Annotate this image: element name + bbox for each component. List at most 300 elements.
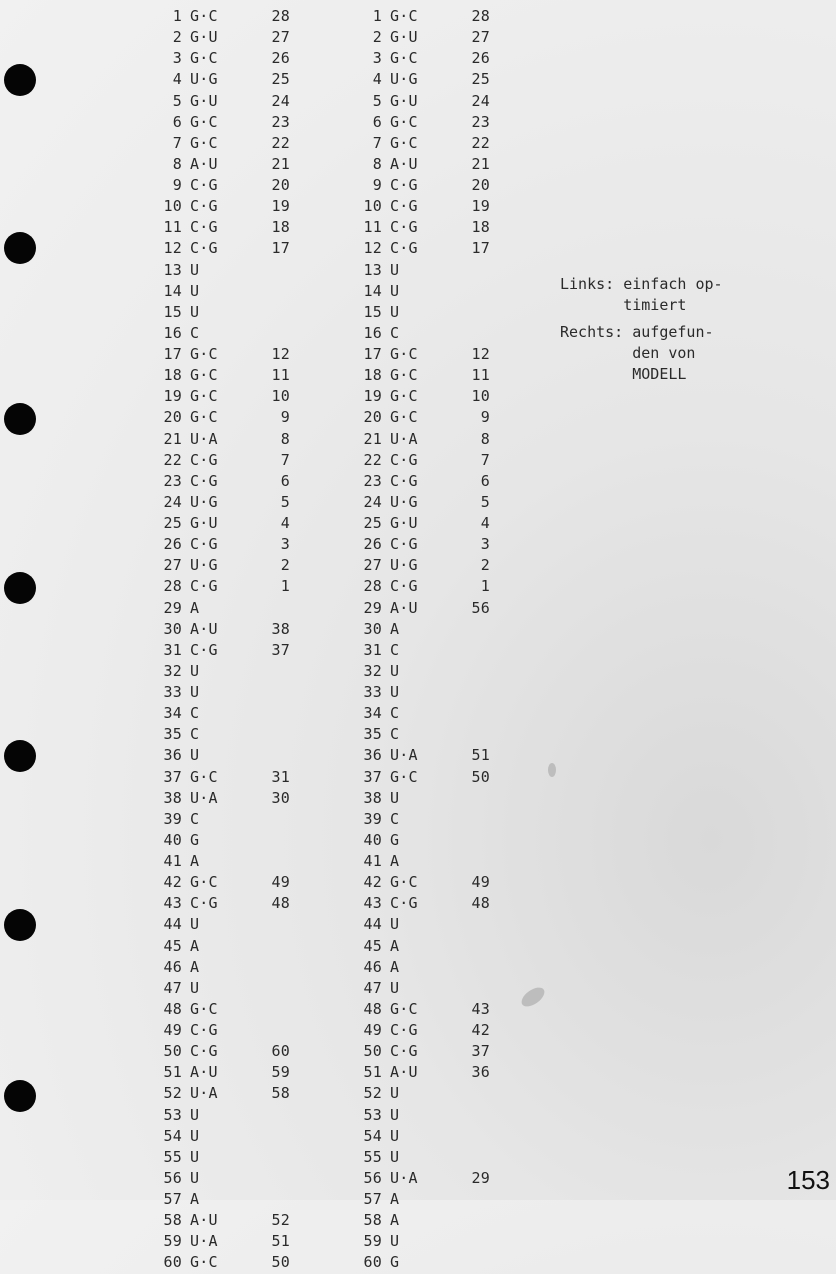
position-number: 32: [363, 661, 382, 680]
pairing-row: [350, 851, 490, 872]
partner-position: 23: [271, 112, 290, 131]
binder-hole: [4, 740, 36, 772]
base-pair: G·C: [190, 49, 218, 68]
pairing-row: [150, 576, 290, 597]
pairing-row: [350, 471, 490, 492]
partner-position: 5: [280, 492, 290, 511]
pairing-row: [150, 513, 290, 534]
base-pair: C·G: [190, 197, 218, 216]
pairing-row: [350, 1062, 490, 1083]
pairing-row: [150, 69, 290, 90]
pairing-row: [350, 1041, 490, 1062]
position-number: 13: [163, 260, 182, 279]
pairing-row: [350, 957, 490, 978]
base-pair: U·A: [190, 429, 218, 448]
position-number: 36: [163, 746, 182, 765]
base-pair: G·C: [190, 366, 218, 385]
partner-position: 17: [271, 239, 290, 258]
base-pair: G: [190, 830, 200, 849]
base-pair: G·C: [190, 999, 218, 1018]
base-pair: G·C: [190, 112, 218, 131]
paper-speck: [518, 984, 547, 1010]
pairing-row: [350, 703, 490, 724]
legend-note: [560, 274, 723, 385]
pairing-row: [350, 91, 490, 112]
base-pair: U: [390, 1147, 400, 1166]
base-pair: U: [190, 915, 200, 934]
position-number: 27: [363, 556, 382, 575]
base-pair: G·C: [390, 366, 418, 385]
position-number: 53: [163, 1105, 182, 1124]
partner-position: 1: [480, 577, 490, 596]
base-pair: U: [390, 281, 400, 300]
pairing-row: [350, 619, 490, 640]
base-pair: U: [190, 661, 200, 680]
position-number: 39: [363, 809, 382, 828]
base-pair: U: [390, 260, 400, 279]
pairing-row: [150, 91, 290, 112]
partner-position: 9: [480, 408, 490, 427]
partner-position: 58: [271, 1084, 290, 1103]
pairing-row: [150, 788, 290, 809]
partner-position: 20: [271, 176, 290, 194]
base-pair: C·G: [390, 176, 418, 194]
pairing-row: [350, 323, 490, 344]
position-number: 24: [363, 492, 382, 511]
pairing-row: [350, 1252, 490, 1273]
pairing-row: [150, 682, 290, 703]
pairing-row: [150, 1083, 290, 1104]
base-pair: C: [190, 323, 200, 342]
pairing-row: [350, 1020, 490, 1041]
base-pair: C: [390, 323, 400, 342]
position-number: 34: [363, 704, 382, 723]
position-number: 53: [363, 1105, 382, 1124]
position-number: 30: [163, 619, 182, 638]
position-number: 60: [363, 1253, 382, 1272]
pairing-row: [150, 957, 290, 978]
position-number: 17: [163, 345, 182, 363]
base-pair: G·C: [190, 7, 218, 25]
pairing-row: [350, 661, 490, 682]
partner-position: 50: [271, 1253, 290, 1272]
pairing-row: [150, 217, 290, 238]
pairing-row: [350, 407, 490, 428]
partner-position: 4: [280, 514, 290, 532]
partner-position: 10: [271, 387, 290, 406]
base-pair: G·C: [390, 49, 418, 68]
position-number: 20: [163, 408, 182, 427]
position-number: 32: [163, 661, 182, 680]
base-pair: C·G: [190, 176, 218, 194]
pairing-row: [150, 281, 290, 302]
base-pair: A·U: [390, 598, 418, 617]
pairing-row: [350, 260, 490, 281]
base-pair: G·C: [390, 873, 418, 892]
pairing-row: [350, 1083, 490, 1104]
pairing-row: [350, 133, 490, 154]
position-number: 30: [363, 619, 382, 638]
position-number: 2: [372, 28, 382, 47]
base-pair: U: [390, 1126, 400, 1145]
position-number: 42: [163, 873, 182, 892]
base-pair: C·G: [390, 1021, 418, 1039]
position-number: 7: [372, 133, 382, 152]
pairing-row: [350, 745, 490, 766]
partner-position: 7: [280, 450, 290, 469]
base-pair: A·U: [190, 1063, 218, 1082]
position-number: 28: [363, 577, 382, 596]
pairing-row: [350, 576, 490, 597]
position-number: 44: [163, 915, 182, 934]
position-number: 24: [163, 492, 182, 511]
pairing-row: [350, 344, 490, 365]
position-number: 4: [172, 70, 182, 89]
position-number: 6: [372, 112, 382, 131]
pairing-row: [350, 48, 490, 69]
pairing-row: [350, 1231, 490, 1252]
position-number: 12: [163, 239, 182, 258]
position-number: 26: [363, 535, 382, 554]
base-pair: A: [190, 1190, 200, 1208]
base-pair: C·G: [390, 218, 418, 237]
position-number: 22: [363, 450, 382, 469]
base-pair: C·G: [390, 450, 418, 469]
partner-position: 17: [471, 239, 490, 258]
pairing-row: [350, 936, 490, 957]
base-pair: A: [190, 852, 200, 870]
pairing-row: [150, 809, 290, 830]
position-number: 46: [363, 957, 382, 976]
position-number: 37: [163, 767, 182, 786]
pairing-row: [350, 598, 490, 619]
partner-position: 3: [280, 535, 290, 554]
pairing-row: [150, 893, 290, 914]
position-number: 10: [363, 197, 382, 216]
base-pair: A: [390, 1211, 400, 1230]
base-pair: A: [390, 852, 400, 870]
pairing-row: [150, 1105, 290, 1126]
position-number: 5: [172, 91, 182, 110]
position-number: 18: [163, 366, 182, 385]
pairing-row: [350, 302, 490, 323]
base-pair: U: [190, 746, 200, 765]
pairing-row: [150, 619, 290, 640]
base-pair: U·A: [390, 429, 418, 448]
position-number: 57: [363, 1190, 382, 1208]
partner-position: 56: [471, 598, 490, 617]
pairing-row: [150, 344, 290, 365]
base-pair: U: [190, 683, 200, 701]
base-pair: G·C: [190, 387, 218, 406]
binder-hole: [4, 909, 36, 941]
position-number: 43: [163, 894, 182, 913]
right-pairing-column: [350, 6, 490, 1274]
base-pair: U·G: [390, 556, 418, 575]
position-number: 31: [163, 640, 182, 659]
base-pair: A·U: [190, 154, 218, 173]
pairing-row: [150, 386, 290, 407]
partner-position: 49: [271, 873, 290, 892]
base-pair: C: [390, 809, 400, 828]
note-links-line1: Links: einfach op-: [560, 275, 723, 293]
base-pair: G·C: [390, 133, 418, 152]
base-pair: U: [390, 1084, 400, 1103]
position-number: 2: [172, 28, 182, 47]
pairing-row: [150, 471, 290, 492]
base-pair: C: [390, 704, 400, 723]
pairing-row: [150, 48, 290, 69]
position-number: 35: [363, 725, 382, 744]
position-number: 57: [163, 1190, 182, 1208]
position-number: 26: [163, 535, 182, 554]
position-number: 6: [172, 112, 182, 131]
pairing-row: [350, 6, 490, 27]
base-pair: G·U: [390, 28, 418, 47]
position-number: 36: [363, 746, 382, 765]
position-number: 13: [363, 260, 382, 279]
position-number: 43: [363, 894, 382, 913]
note-rechts-line2: den von: [560, 344, 696, 362]
pairing-row: [350, 999, 490, 1020]
partner-position: 43: [471, 999, 490, 1018]
base-pair: G·C: [390, 767, 418, 786]
pairing-row: [350, 682, 490, 703]
pairing-row: [150, 1252, 290, 1273]
partner-position: 29: [471, 1168, 490, 1187]
base-pair: U: [190, 978, 200, 997]
position-number: 28: [163, 577, 182, 596]
partner-position: 31: [271, 767, 290, 786]
pairing-row: [150, 429, 290, 450]
partner-position: 1: [280, 577, 290, 596]
base-pair: G·C: [190, 1253, 218, 1272]
base-pair: C: [390, 640, 400, 659]
position-number: 49: [163, 1021, 182, 1039]
base-pair: A: [390, 936, 400, 955]
pairing-row: [350, 1126, 490, 1147]
base-pair: C·G: [190, 577, 218, 596]
position-number: 54: [163, 1126, 182, 1145]
position-number: 47: [163, 978, 182, 997]
position-number: 46: [163, 957, 182, 976]
position-number: 48: [163, 999, 182, 1018]
base-pair: G·C: [390, 112, 418, 131]
position-number: 8: [372, 154, 382, 173]
pairing-row: [350, 893, 490, 914]
position-number: 21: [163, 429, 182, 448]
partner-position: 60: [271, 1042, 290, 1061]
base-pair: U·G: [390, 70, 418, 89]
pairing-row: [350, 788, 490, 809]
base-pair: U·G: [190, 492, 218, 511]
base-pair: G·C: [190, 408, 218, 427]
partner-position: 9: [280, 408, 290, 427]
partner-position: 27: [471, 28, 490, 47]
pairing-row: [150, 999, 290, 1020]
position-number: 44: [363, 915, 382, 934]
partner-position: 36: [471, 1063, 490, 1082]
pairing-row: [150, 1020, 290, 1041]
pairing-row: [350, 238, 490, 259]
position-number: 60: [163, 1253, 182, 1272]
pairing-row: [350, 534, 490, 555]
base-pair: C·G: [190, 535, 218, 554]
pairing-row: [350, 492, 490, 513]
pairing-row: [150, 640, 290, 661]
binder-hole: [4, 1080, 36, 1112]
pairing-row: [150, 133, 290, 154]
position-number: 35: [163, 725, 182, 744]
partner-position: 26: [271, 49, 290, 68]
pairing-row: [350, 1210, 490, 1231]
partner-position: 12: [471, 345, 490, 363]
position-number: 9: [372, 176, 382, 194]
pairing-row: [150, 703, 290, 724]
base-pair: U·A: [190, 1084, 218, 1103]
base-pair: U: [190, 1147, 200, 1166]
pairing-row: [350, 196, 490, 217]
base-pair: A: [190, 598, 200, 617]
partner-position: 8: [480, 429, 490, 448]
position-number: 58: [363, 1211, 382, 1230]
pairing-row: [150, 914, 290, 935]
partner-position: 21: [271, 154, 290, 173]
partner-position: 6: [280, 471, 290, 490]
position-number: 27: [163, 556, 182, 575]
position-number: 14: [163, 281, 182, 300]
partner-position: 51: [471, 746, 490, 765]
pairing-row: [350, 27, 490, 48]
partner-position: 49: [471, 873, 490, 892]
pairing-row: [350, 1105, 490, 1126]
partner-position: 18: [471, 218, 490, 237]
pairing-row: [150, 6, 290, 27]
pairing-row: [350, 767, 490, 788]
position-number: 3: [372, 49, 382, 68]
base-pair: U: [190, 260, 200, 279]
position-number: 19: [163, 387, 182, 406]
base-pair: C·G: [190, 218, 218, 237]
position-number: 1: [172, 7, 182, 25]
position-number: 16: [363, 323, 382, 342]
binder-hole: [4, 572, 36, 604]
partner-position: 48: [271, 894, 290, 913]
pairing-row: [150, 407, 290, 428]
pairing-row: [350, 830, 490, 851]
pairing-row: [150, 1062, 290, 1083]
partner-position: 52: [271, 1211, 290, 1230]
partner-position: 42: [471, 1021, 490, 1039]
partner-position: 12: [271, 345, 290, 363]
pairing-row: [150, 936, 290, 957]
position-number: 52: [163, 1084, 182, 1103]
position-number: 54: [363, 1126, 382, 1145]
base-pair: G·C: [190, 345, 218, 363]
partner-position: 11: [471, 366, 490, 385]
base-pair: C·G: [390, 535, 418, 554]
pairing-row: [150, 724, 290, 745]
position-number: 17: [363, 345, 382, 363]
base-pair: G·C: [190, 767, 218, 786]
pairing-row: [150, 302, 290, 323]
base-pair: G·C: [390, 408, 418, 427]
position-number: 25: [163, 514, 182, 532]
position-number: 55: [163, 1147, 182, 1166]
pairing-row: [350, 386, 490, 407]
partner-position: 59: [271, 1063, 290, 1082]
position-number: 40: [363, 830, 382, 849]
base-pair: A·U: [390, 1063, 418, 1082]
position-number: 41: [363, 852, 382, 870]
position-number: 15: [363, 302, 382, 321]
position-number: 7: [172, 133, 182, 152]
position-number: 55: [363, 1147, 382, 1166]
position-number: 21: [363, 429, 382, 448]
pairing-row: [350, 809, 490, 830]
pairing-row: [150, 323, 290, 344]
position-number: 33: [163, 683, 182, 701]
base-pair: U: [190, 281, 200, 300]
pairing-row: [350, 914, 490, 935]
pairing-row: [150, 978, 290, 999]
pairing-row: [350, 872, 490, 893]
position-number: 51: [363, 1063, 382, 1082]
base-pair: U: [190, 1126, 200, 1145]
base-pair: A: [390, 619, 400, 638]
position-number: 41: [163, 852, 182, 870]
position-number: 49: [363, 1021, 382, 1039]
binder-hole: [4, 403, 36, 435]
partner-position: 5: [480, 492, 490, 511]
pairing-row: [150, 1210, 290, 1231]
pairing-row: [350, 154, 490, 175]
pairing-row: [350, 640, 490, 661]
partner-position: 8: [280, 429, 290, 448]
base-pair: U·G: [390, 492, 418, 511]
position-number: 56: [363, 1168, 382, 1187]
base-pair: G·U: [390, 514, 418, 532]
position-number: 50: [163, 1042, 182, 1061]
note-links-line2: timiert: [560, 296, 687, 314]
partner-position: 26: [471, 49, 490, 68]
base-pair: C·G: [190, 1042, 218, 1061]
base-pair: U·G: [190, 556, 218, 575]
partner-position: 37: [471, 1042, 490, 1061]
base-pair: C·G: [390, 197, 418, 216]
pairing-row: [350, 429, 490, 450]
base-pair: G·C: [190, 133, 218, 152]
pairing-row: [150, 238, 290, 259]
pairing-row: [150, 1147, 290, 1168]
page-number: 153: [786, 1165, 830, 1195]
partner-position: 6: [480, 471, 490, 490]
base-pair: G·C: [390, 345, 418, 363]
pairing-row: [350, 281, 490, 302]
position-number: 34: [163, 704, 182, 723]
base-pair: A·U: [190, 1211, 218, 1230]
base-pair: C: [190, 704, 200, 723]
pairing-row: [350, 1168, 490, 1189]
pairing-row: [350, 513, 490, 534]
base-pair: C·G: [190, 894, 218, 913]
base-pair: C·G: [190, 450, 218, 469]
partner-position: 11: [271, 366, 290, 385]
pairing-row: [350, 450, 490, 471]
base-pair: C·G: [390, 239, 418, 258]
position-number: 33: [363, 683, 382, 701]
note-rechts-line3: MODELL: [560, 365, 687, 383]
